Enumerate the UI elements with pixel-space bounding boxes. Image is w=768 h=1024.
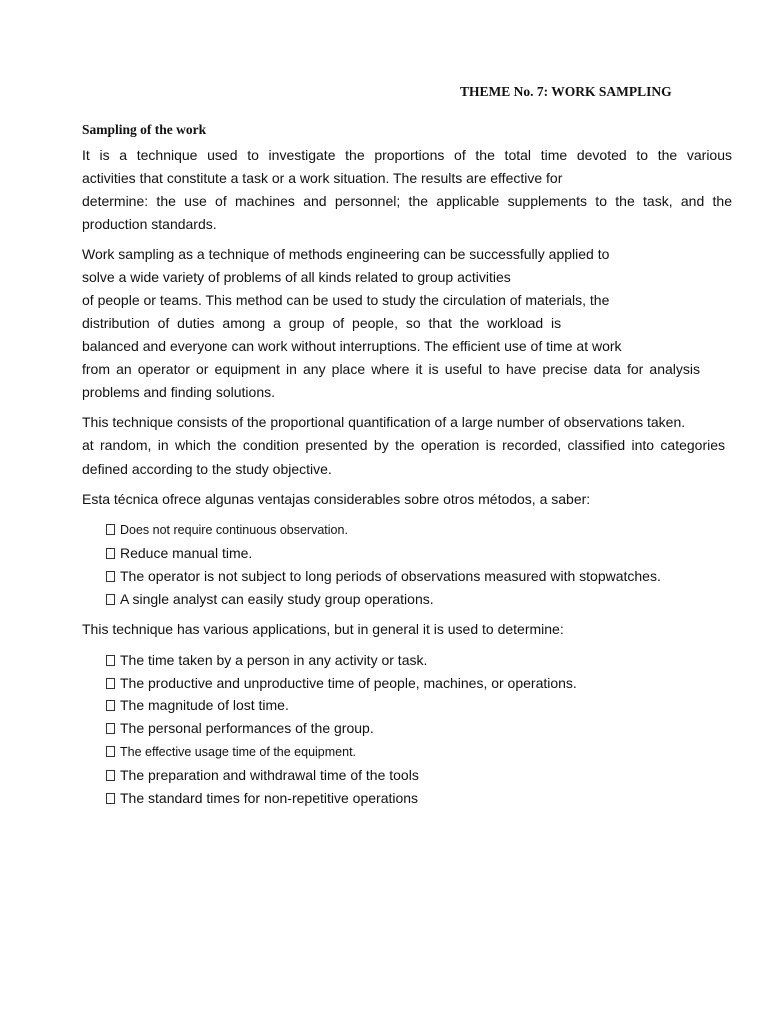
paragraph-2-line-4: distribution of duties among a group of people, so that the workload is bbox=[82, 315, 562, 331]
paragraph-1-line-3: determine: the use of machines and personnel; the applicable supplements to the task, and the bbox=[82, 193, 732, 209]
paragraph-1-line-2: activities that constitute a task or a work situation. The results are effective for bbox=[82, 170, 563, 186]
checkbox-icon bbox=[106, 793, 115, 804]
application-item bbox=[106, 697, 289, 713]
application-text: The standard times for non-repetitive operations bbox=[120, 790, 419, 806]
advantage-item bbox=[106, 545, 252, 561]
paragraph-2-line-7: problems and finding solutions. bbox=[82, 384, 276, 400]
paragraph-4: Esta técnica ofrece algunas ventajas considerables sobre otros métodos, a saber: bbox=[82, 491, 591, 507]
paragraph-3-line-2: at random, in which the condition presented by the operation is recorded, classified into categories bbox=[82, 437, 725, 453]
application-text: The preparation and withdrawal time of the tools bbox=[120, 767, 419, 783]
checkbox-icon bbox=[106, 524, 115, 535]
advantage-item bbox=[106, 522, 348, 538]
application-text: The effective usage time of the equipment. bbox=[120, 745, 357, 759]
application-text: The productive and unproductive time of people, machines, or operations. bbox=[120, 675, 577, 691]
advantage-text: Does not require continuous observation. bbox=[120, 523, 348, 537]
checkbox-icon bbox=[106, 723, 115, 734]
checkbox-icon bbox=[106, 571, 115, 582]
application-item bbox=[106, 652, 427, 668]
paragraph-2-line-2: solve a wide variety of problems of all kinds related to group activities bbox=[82, 269, 511, 285]
paragraph-1-line-4: production standards. bbox=[82, 216, 217, 232]
paragraph-2-line-1: Work sampling as a technique of methods engineering can be successfully applied to bbox=[82, 246, 610, 262]
section-heading: Sampling of the work bbox=[82, 122, 207, 137]
paragraph-3-line-3: defined according to the study objective. bbox=[82, 461, 332, 477]
application-text: The magnitude of lost time. bbox=[120, 697, 289, 713]
checkbox-icon bbox=[106, 770, 115, 781]
checkbox-icon bbox=[106, 746, 115, 757]
application-item bbox=[106, 720, 374, 736]
application-item bbox=[106, 744, 356, 760]
paragraph-2-line-5: balanced and everyone can work without interruptions. The efficient use of time at work bbox=[82, 338, 622, 354]
paragraph-5: This technique has various applications, but in general it is used to determine: bbox=[82, 621, 564, 637]
advantage-text: A single analyst can easily study group operations. bbox=[120, 591, 434, 607]
application-item bbox=[106, 790, 418, 806]
paragraph-2-line-6: from an operator or equipment in any place where it is useful to have precise data for analysis bbox=[82, 361, 700, 377]
checkbox-icon bbox=[106, 594, 115, 605]
application-item bbox=[106, 767, 419, 783]
document-title: THEME No. 7: WORK SAMPLING bbox=[460, 84, 672, 99]
application-item bbox=[106, 675, 577, 691]
checkbox-icon bbox=[106, 700, 115, 711]
checkbox-icon bbox=[106, 655, 115, 666]
paragraph-1-line-1: It is a technique used to investigate the proportions of the total time devoted to the various bbox=[82, 147, 732, 163]
advantage-item bbox=[106, 591, 434, 607]
paragraph-2-line-3: of people or teams. This method can be used to study the circulation of materials, the bbox=[82, 292, 610, 308]
advantage-item bbox=[106, 568, 661, 584]
advantage-text: Reduce manual time. bbox=[120, 545, 253, 561]
advantage-text: The operator is not subject to long periods of observations measured with stopwatches. bbox=[120, 568, 661, 584]
application-text: The time taken by a person in any activity or task. bbox=[120, 652, 428, 668]
paragraph-3-line-1: This technique consists of the proportional quantification of a large number of observations taken. bbox=[82, 414, 686, 430]
checkbox-icon bbox=[106, 678, 115, 689]
checkbox-icon bbox=[106, 548, 115, 559]
application-text: The personal performances of the group. bbox=[120, 720, 374, 736]
